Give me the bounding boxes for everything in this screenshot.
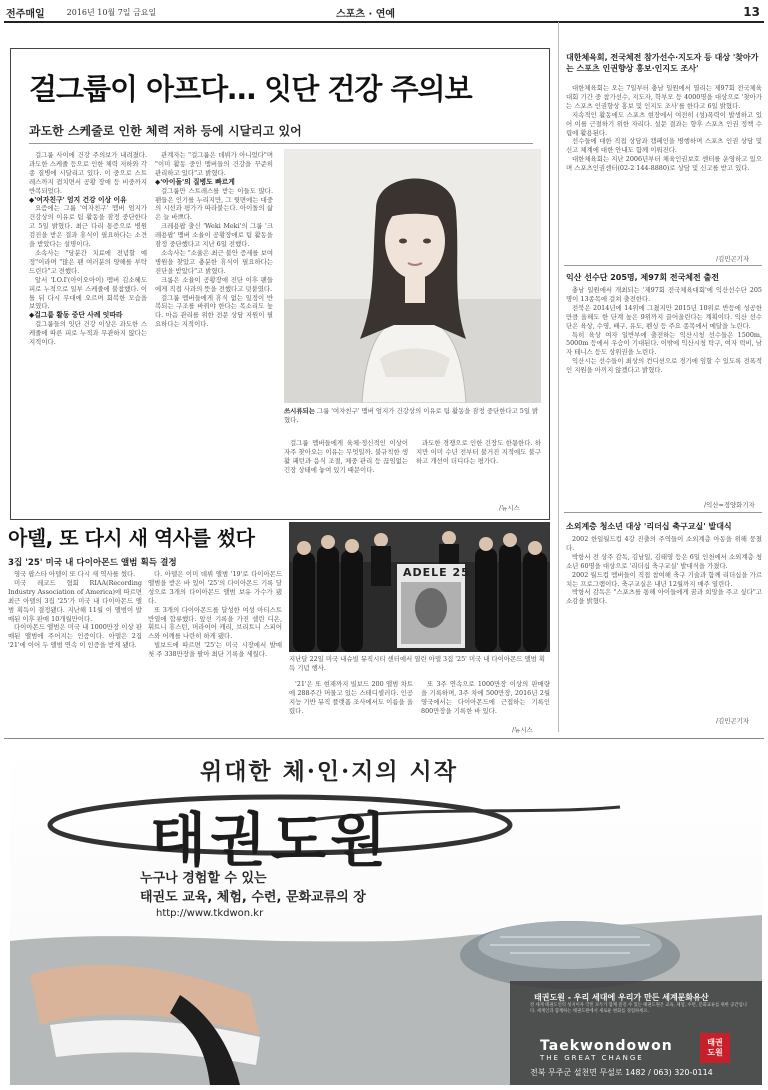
ad-slogan: THE GREAT CHANGE: [540, 1054, 644, 1062]
ad-subcopy-line-2: 태권도 교육, 체험, 수련, 문화교류의 장: [140, 890, 366, 905]
divider: [29, 143, 533, 144]
issue-date: 2016년 10월 7일 금요일: [66, 7, 157, 17]
divider: [564, 265, 762, 266]
divider: [564, 512, 762, 513]
group-photo-illustration: [289, 522, 550, 652]
paragraph: 특히 육상 여자 일반부에 출전하는 익산시청 선수들은 1500m, 5000m 등에서 우승이 기대된다. 이밖에 익산시청 탁구, 여자 럭비, 남자 테니스 등도 상위권을 노린다.: [566, 330, 762, 357]
ad-website-link[interactable]: http://www.tkdwon.kr: [156, 908, 264, 919]
lead-photo-caption: [284, 407, 541, 425]
paragraph: 소속사는 "당분간 치료에 전념할 예정"이라며 "많은 팬 여러분의 양해를 부탁드린다"고 전했다.: [29, 248, 147, 275]
paragraph: 크레용팝 출신 'Weki Meki'의 그룹 '크레용팝' 멤버 소율이 공황장애로 팀 활동을 잠정 중단했다고 지난 6일 전했다.: [155, 222, 273, 249]
ad-headline: 위대한 체·인·지의 시작: [200, 758, 458, 785]
paragraph: 소속사는 "소율은 최근 불안 증세를 보여 병원을 찾았고 충분한 휴식이 필요하다는 진단을 받았다"고 밝혔다.: [155, 248, 273, 275]
lead-headline: 걸그룹이 아프다… 잇단 건강 주의보: [29, 72, 472, 106]
ad-address: 전북 무주군 설천면 무설로 1482 / 063) 320-0114: [530, 1068, 713, 1077]
paragraph: 다이아몬드 앨범은 미국 내 1000만장 이상 판매된 앨범에 주어지는 인증이다. 아델은 2집 '21'에 이어 두 앨범 연속 이 인증을 받게 됐다.: [8, 623, 142, 650]
paragraph: 관계자는 "걸그룹은 데뷔가 아니었다"며 "이미 활동 중인 멤버들의 건강을 꾸준히 관리하고 있다"고 밝혔다.: [155, 151, 273, 177]
paragraph: 전북은 2014년에 14위에 그쳤지만 2015년 10위로 반등에 성공한 만큼 올해도 한 단계 높은 9위까지 끌어올린다는 계획이다. 익산 선수단은 육상, 수영, 배구, 유도, 펜싱 등 주요 종목에서 메달을 노린다.: [566, 303, 762, 330]
paragraph: 또 3개의 다이아몬드를 달성한 여성 아티스트 반열에 합류했다. 앞선 기록을 가진 셀린 디온, 휘트니 휴스턴, 머라이어 캐리, 브리트니 스피어스와 어깨를 나란히 하게 됐다.: [148, 605, 282, 641]
caption-lead-in: 쓰시류되는: [284, 407, 315, 415]
brand-badge-icon: [700, 1033, 730, 1063]
adele-column-2: [148, 570, 282, 736]
ad-separator: [4, 738, 764, 739]
page-number: 13: [743, 5, 760, 19]
paragraph: 걸그룹들의 잇단 건강 이상은 과도한 스케줄에 따른 피로 누적과 무관하지 않다는 지적이다.: [29, 320, 147, 347]
paragraph: 지속적인 활동에도 스포츠 현장에서 여전히 (성)폭력이 발생하고 있어 이를 근절하기 위한 자리다. 설문 결과는 향후 스포츠 인권 정책 수립에 활용된다.: [566, 110, 762, 137]
right-article-3-byline: /김민곤기자: [716, 717, 750, 725]
paragraph: 빌보드에 따르면 '25'는 미국 시장에서 발매 첫 주 338만장을 팔아 최단 기록을 세웠다.: [148, 641, 282, 659]
badge-line-2: 도원: [707, 1048, 723, 1057]
right-article-1-headline: 대한체육회, 전국체전 참가선수·지도자 등 대상 '찾아가는 스포츠 인권향상 홍보·인지도 조사': [566, 53, 759, 73]
right-article-1-body: [566, 84, 762, 250]
paragraph: 걸그룹만 스트레스를 받는 이들도 많다. 팬들은 인기를 누리지만, 그 뒷면에는 대중의 시선과 평가가 따라붙는다. 아이돌의 삶은 늘 바쁘다.: [155, 186, 273, 222]
paragraph: 미국 레코드 협회 RIAA(Recording Industry Association of America)에 따르면 최근 아델의 3집 '25'가 미국 내 다이아몬드 앨범 획득이 결정됐다. 지난해 11월 이 앨범이 발매된 이후 판매 10개월만이다.: [8, 578, 142, 623]
adele-event-photo: [289, 522, 550, 652]
ad-brand-name: Taekwondowon: [540, 1038, 673, 1054]
paragraph: 박항서 감독은 "스포츠를 통해 아이들에게 꿈과 희망을 주고 싶다"고 소감을 밝혔다.: [566, 588, 762, 606]
paragraph: 걸그룹 멤버들에게 육체·정신적인 이상이 자주 찾아오는 이유는 무엇일까. 불규칙한 생활 패턴과 음식 조절, 체중 관리 등 끊임없는 긴장 상태에 놓여 있기 때문이다.: [284, 439, 408, 474]
adele-column-4: [421, 680, 550, 726]
adele-byline: /뉴시스: [512, 726, 533, 734]
paragraph: 걸그룹 사이에 건강 주의보가 내려졌다. 과도한 스케줄 등으로 인한 체력 저하와 각종 질병에 시달리고 있다. 이 중으로 스트레스까지 겹치면서 공황 장애 등 비중까지 반복되었다.: [29, 151, 147, 195]
masthead-rule: [4, 21, 764, 23]
caption-text: 그룹 '여자친구' 멤버 엄지가 건강상의 이유로 팀 활동을 잠정 중단한다고 5일 밝혔다.: [284, 407, 539, 424]
adele-headline: 아델, 또 다시 새 역사를 썼다: [8, 526, 255, 550]
paper-name: 전주매일: [6, 8, 45, 20]
right-article-2-byline: /익산=정양화기자: [704, 501, 755, 509]
section-subheading: ◆'여자친구' 엄지 건강 이상 이유: [29, 195, 127, 204]
paragraph: 대한체육회는 오는 7일부터 충남 일원에서 열리는 제97회 전국체육대회 기간 중 참가선수, 지도자, 학부모 등 4000명을 대상으로 '찾아가는 스포츠 인권향상 홍보 및 인지도 조사'를 한다고 6일 밝혔다.: [566, 84, 762, 110]
taekwondowon-advertisement: [10, 745, 762, 1085]
girl-group-member-photo: [284, 149, 541, 403]
lead-column-2: [155, 151, 273, 513]
paragraph: '21'은 또 현재까지 빌보드 200 앨범 차트에 288주간 머물고 있는 스테디셀러다. 인공지능 기반 뮤직 플랫폼 조사에서도 이름을 올렸다.: [289, 680, 413, 715]
section-title: 스포츠 · 연예: [336, 8, 396, 20]
paragraph: 2002 한일월드컵 4강 진출의 주역들이 소외계층 아동을 위해 뭉쳤다.: [566, 535, 762, 552]
lead-story-box: [10, 48, 550, 520]
right-article-2-headline: 익산 선수단 205명, 제97회 전국체전 출전: [566, 273, 719, 282]
masthead: [6, 4, 762, 20]
lead-column-4: [416, 439, 541, 501]
ad-logo-wordmark: 태권도원: [150, 806, 391, 874]
ad-subcopy-line-1: 누구나 경험할 수 있는: [140, 871, 267, 886]
paragraph: 다. 아델은 이미 데뷔 앨범 '19'로 다이아몬드 앨범을 받은 바 있어 '25'의 다이아몬드 기록 달성으로 3개의 다이아몬드 앨범 보유 가수가 됐다.: [148, 570, 282, 605]
ad-fine-print: 전 세계 태권도인의 성지이자 국민 모두가 함께 즐길 수 있는 태권도원은 교육, 체험, 수련, 문화교류를 위한 공간입니다. 세계인과 함께하는 태권도원에서 새로운 변화를 경험하세요.: [530, 1003, 747, 1014]
paragraph: 2002 월드컵 멤버들이 직접 참여해 축구 기술과 함께 리더십을 가르치는 프로그램이다. 축구교실은 내년 12월까지 매주 열린다.: [566, 570, 762, 588]
right-article-1-byline: /김민곤기자: [716, 255, 750, 263]
adele-column-1: [8, 570, 142, 736]
right-article-2-body: [566, 286, 762, 494]
lead-column-3: [284, 439, 408, 509]
lead-subhead: 과도한 스케줄로 인한 체력 저하 등에 시달리고 있어: [29, 124, 302, 138]
paragraph: 영국 팝스타 아델이 또 다시 새 역사를 썼다.: [14, 570, 136, 578]
paragraph: 앞서 'I.O.I'(아이오아이) 멤버 김소혜도 피로 누적으로 일부 스케줄에 불참했다. 이틀 뒤 다시 무대에 오르며 회복한 모습을 보였다.: [29, 275, 147, 311]
album-cover-text: ADELE 25: [403, 566, 470, 579]
paragraph: 익산시는 선수들이 최상의 컨디션으로 경기에 임할 수 있도록 전폭적인 지원을 아끼지 않겠다고 밝혔다.: [566, 357, 762, 375]
adele-column-3: [289, 680, 413, 734]
section-subheading: ◆'아이돌'의 질병도 빠르게: [155, 177, 235, 186]
ad-tagline: 태권도원 - 우리 세대에 우리가 만든 세계문화유산: [534, 993, 709, 1002]
adele-subhead: 3집 '25' 미국 내 다이아몬드 앨범 획득 결정: [8, 558, 177, 568]
lead-byline: /뉴시스: [499, 504, 520, 512]
portrait-illustration: [284, 149, 541, 403]
paragraph: 충남 일원에서 개최되는 '제97회 전국체육대회'에 익산선수단 205명이 13종목에 걸쳐 출전한다.: [566, 286, 762, 303]
lead-column-1: [29, 151, 147, 513]
adele-photo-caption: 지난달 22일 미국 내슈빌 뮤직시티 센터에서 열린 아델 3집 '25' 미국 내 다이아몬드 앨범 획득 기념 행사.: [289, 655, 546, 672]
right-article-3-headline: 소외계층 청소년 대상 '리더십 축구교실' 발대식: [566, 522, 732, 531]
paragraph: 대한체육회는 지난 2006년부터 체육인권보호 센터를 운영하고 있으며 스포츠인권센터(02-2 144-8880)로 상담 및 신고를 받고 있다.: [566, 155, 762, 173]
paragraph: 또 3주 연속으로 1000만장 이상의 판매량을 기록하며, 3주 차에 500만장, 2016년 2월 영국에서는 다이아몬드에 근접하는 기록인 800만장을 기록한 바 있다.: [421, 680, 550, 715]
right-article-3-body: [566, 535, 762, 711]
paragraph: 요즘에는 그룹 '여자친구' 멤버 엄지가 건강상의 이유로 팀 활동을 잠정 중단한다고 5일 밝혔다. 최근 다리 통증으로 병원 검진을 받은 결과 휴식이 필요하다는 소견을 받았다는 설명이다.: [29, 204, 147, 249]
paragraph: 박항서 전 상주 감독, 김남일, 김태영 등은 6일 인천에서 소외계층 청소년 60명을 대상으로 '리더십 축구교실' 발대식을 가졌다.: [566, 552, 762, 570]
paragraph: 선수들에 대한 직접 상담과 캠페인을 병행하며 스포츠 인권 상담 및 신고 체계에 대한 안내도 함께 이뤄진다.: [566, 137, 762, 155]
paragraph: 과도한 경쟁으로 인한 긴장도 한몫한다. 하지만 이미 수년 전부터 불거진 지적에도 불구하고 개선이 더디다는 평가다.: [416, 439, 541, 465]
paragraph: 크롬은 소율이 공황장애 진단 이후 팬들에게 직접 사과의 뜻을 전했다고 덧붙였다.: [155, 275, 273, 293]
section-subheading: ◆걸그룹 활동 중단 사례 잇따라: [29, 311, 123, 320]
paragraph: 걸그룹 멤버들에게 휴식 없는 일정이 반복되는 구조를 바꿔야 한다는 목소리도 높다. 마음 관리를 위한 전문 상담 지원이 필요하다는 지적이다.: [155, 293, 273, 329]
ad-subcopy: [140, 869, 366, 907]
column-divider: [558, 22, 559, 732]
badge-line-1: 태권: [707, 1038, 723, 1047]
